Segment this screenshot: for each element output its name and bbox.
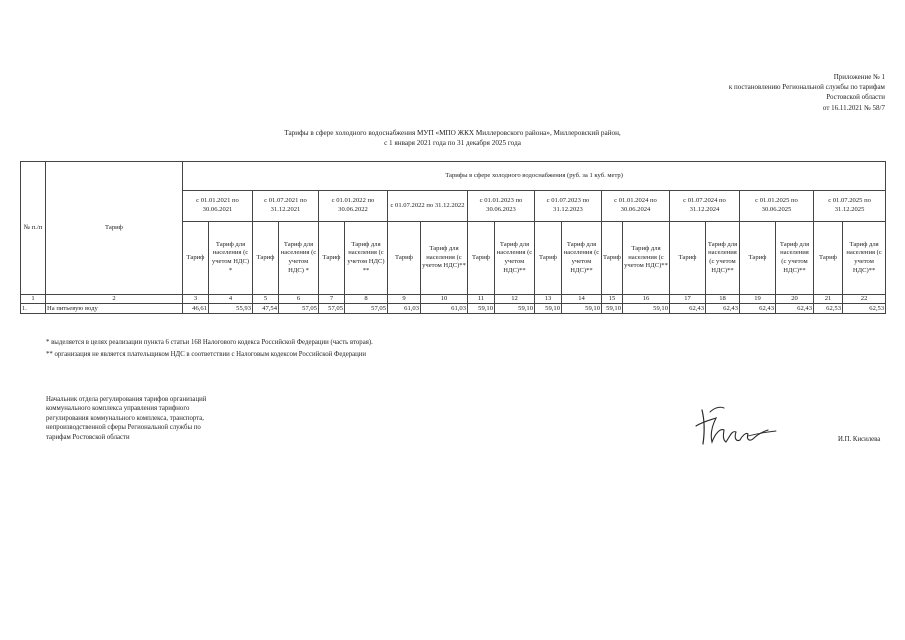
column-number: 17 (670, 295, 706, 304)
tariff-value: 47,54 (253, 304, 279, 314)
tariff-value: 62,53 (814, 304, 843, 314)
sub-header-population: Тариф для населения (с учетом НДС)** (562, 222, 602, 295)
column-number: 20 (776, 295, 814, 304)
column-number: 14 (562, 295, 602, 304)
sub-header-tariff: Тариф (253, 222, 279, 295)
signer-position-line: тарифам Ростовской области (46, 433, 130, 441)
sub-header-tariff: Тариф (814, 222, 843, 295)
sub-header-tariff: Тариф (740, 222, 776, 295)
period-header: с 01.01.2023 по 30.06.2023 (468, 191, 535, 222)
tariff-value: 62,43 (740, 304, 776, 314)
column-number: 22 (843, 295, 886, 304)
signer-position-line: коммунального комплекса управления тарифного (46, 405, 190, 413)
column-number: 15 (602, 295, 623, 304)
column-number: 21 (814, 295, 843, 304)
column-number: 8 (345, 295, 388, 304)
tariff-value: 59,10 (602, 304, 623, 314)
sub-header-tariff: Тариф (388, 222, 421, 295)
column-number: 6 (279, 295, 319, 304)
column-number: 13 (535, 295, 562, 304)
appendix-line: Ростовской области (826, 93, 885, 102)
footnote-not-vat-payer: ** организация не является плательщиком НДС в соответствии с Налоговым кодексом Российской Федерации (46, 351, 367, 358)
sub-header-tariff: Тариф (602, 222, 623, 295)
sub-header-population: Тариф для населения (с учетом НДС)** (421, 222, 468, 295)
tariff-value: 62,43 (670, 304, 706, 314)
period-header: с 01.01.2025 по 30.06.2025 (740, 191, 814, 222)
period-header: с 01.07.2021 по 31.12.2021 (253, 191, 319, 222)
tariff-value: 46,61 (183, 304, 209, 314)
sub-header-tariff: Тариф (183, 222, 209, 295)
column-number: 11 (468, 295, 495, 304)
signer-position (46, 395, 256, 442)
document-title (150, 128, 755, 148)
column-number: 10 (421, 295, 468, 304)
column-number: 1 (21, 295, 46, 304)
column-number: 16 (623, 295, 670, 304)
appendix-line: от 16.11.2021 № 58/7 (822, 103, 885, 112)
column-number: 4 (209, 295, 253, 304)
tariff-value: 57,05 (319, 304, 345, 314)
title-line: Тарифы в сфере холодного водоснабжения МУП «МПО ЖКХ Миллеровского района», Миллеровский район, (284, 129, 621, 137)
table-row (21, 304, 886, 314)
signer-position-line: регулирования коммунального комплекса, транспорта, (46, 414, 205, 422)
column-number: 5 (253, 295, 279, 304)
footnotes (46, 337, 373, 361)
tariff-value: 59,10 (495, 304, 535, 314)
row-name: На питьевую воду (46, 304, 183, 314)
sub-header-population: Тариф для населения (с учетом НДС) ** (345, 222, 388, 295)
sub-header-population: Тариф для населения (с учетом НДС) * (279, 222, 319, 295)
period-header: с 01.07.2024 по 31.12.2024 (670, 191, 740, 222)
appendix-block (645, 72, 885, 113)
sub-header-tariff: Тариф (535, 222, 562, 295)
tariff-value: 59,10 (562, 304, 602, 314)
column-number-row (21, 295, 886, 304)
tariff-value: 55,93 (209, 304, 253, 314)
signer-name: И.П. Кисилева (838, 436, 881, 443)
group-header: Тарифы в сфере холодного водоснабжения (руб. за 1 куб. метр) (183, 162, 886, 191)
sub-header-population: Тариф для населения (с учетом НДС)** (776, 222, 814, 295)
tariff-value: 59,10 (468, 304, 495, 314)
column-number: 9 (388, 295, 421, 304)
period-header: с 01.07.2025 по 31.12.2025 (814, 191, 886, 222)
sub-header-population: Тариф для населения (с учетом НДС) * (209, 222, 253, 295)
sub-header-tariff: Тариф (319, 222, 345, 295)
appendix-line: к постановлению Региональной службы по тарифам (728, 83, 885, 92)
col-num-header: № п./п (21, 162, 46, 295)
footnote-vat-allocated: * выделяется в целях реализации пункта 6 статьи 168 Налогового кодекса Российской Федерации (часть вторая). (46, 339, 373, 346)
appendix-line: Приложение № 1 (833, 73, 885, 81)
column-number: 12 (495, 295, 535, 304)
handwritten-signature (690, 400, 780, 452)
column-number: 3 (183, 295, 209, 304)
tariff-table (20, 161, 886, 314)
signer-position-line: Начальник отдела регулирования тарифов организаций (46, 396, 207, 403)
tariff-value: 62,43 (706, 304, 740, 314)
period-header: с 01.01.2021 по 30.06.2021 (183, 191, 253, 222)
tariff-value: 62,53 (843, 304, 886, 314)
column-number: 7 (319, 295, 345, 304)
period-header: с 01.07.2023 по 31.12.2023 (535, 191, 602, 222)
sub-header-population: Тариф для населения (с учетом НДС)** (843, 222, 886, 295)
tariff-value: 57,05 (279, 304, 319, 314)
column-number: 19 (740, 295, 776, 304)
sub-header-population: Тариф для населения (с учетом НДС)** (495, 222, 535, 295)
sub-header-population: Тариф для населения (с учетом НДС)** (706, 222, 740, 295)
tariff-value: 59,10 (535, 304, 562, 314)
column-number: 2 (46, 295, 183, 304)
row-number: 1. (21, 304, 46, 314)
col-tariff-header: Тариф (46, 162, 183, 295)
tariff-value: 61,03 (421, 304, 468, 314)
tariff-value: 57,05 (345, 304, 388, 314)
signer-position-line: непроизводственной сферы Региональной службы по (46, 424, 201, 432)
period-header: с 01.01.2024 по 30.06.2024 (602, 191, 670, 222)
period-header: с 01.01.2022 по 30.06.2022 (319, 191, 388, 222)
tariff-value: 61,03 (388, 304, 421, 314)
sub-header-tariff: Тариф (468, 222, 495, 295)
period-header: с 01.07.2022 по 31.12.2022 (388, 191, 468, 222)
tariff-value: 59,10 (623, 304, 670, 314)
column-number: 18 (706, 295, 740, 304)
sub-header-tariff: Тариф (670, 222, 706, 295)
sub-header-population: Тариф для населения (с учетом НДС)** (623, 222, 670, 295)
title-line: с 1 января 2021 года по 31 декабря 2025 года (384, 139, 521, 147)
tariff-value: 62,43 (776, 304, 814, 314)
